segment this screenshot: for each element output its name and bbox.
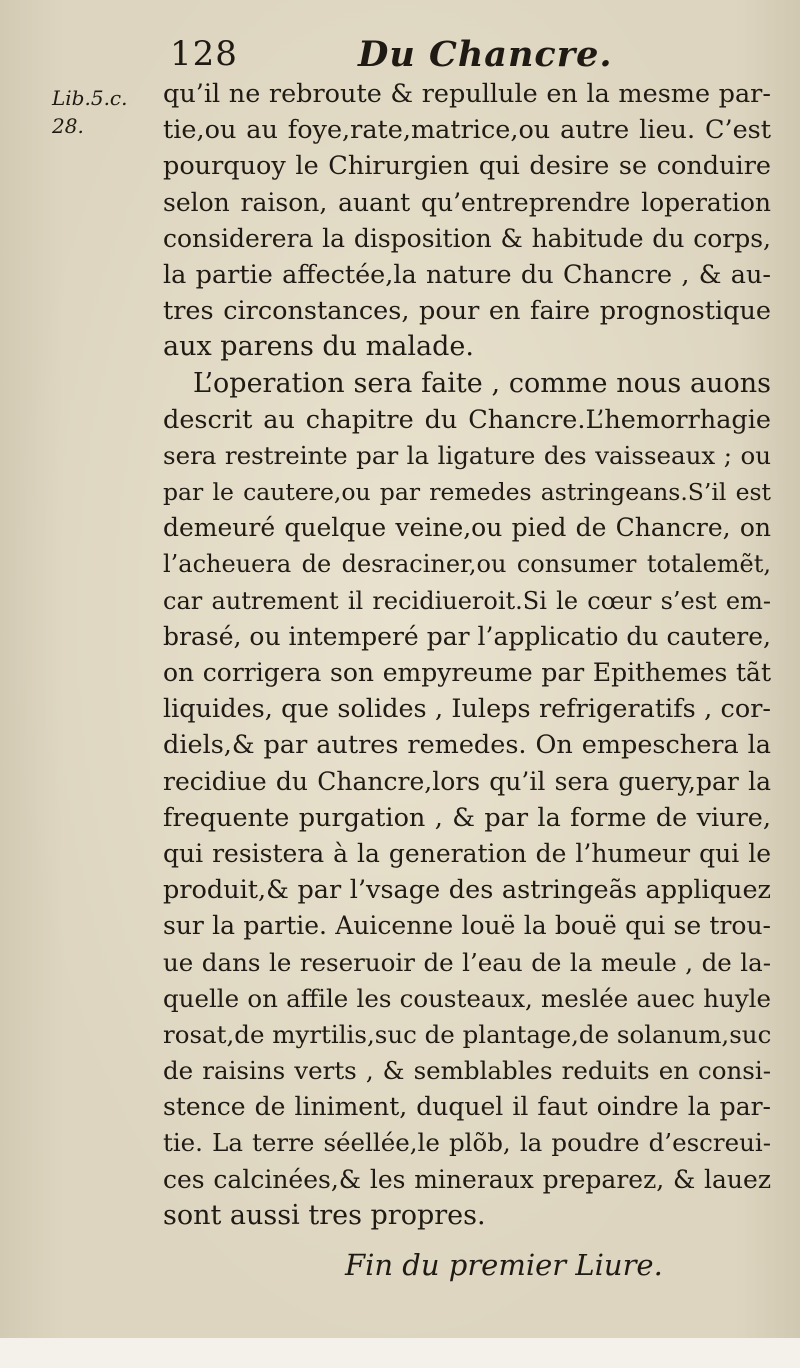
- text-line: car autrement il recidiueroit.Si le cœur s’est em-: [163, 586, 771, 615]
- text-line: quelle on affile les cousteaux, meslée auec huyle: [163, 983, 771, 1013]
- text-line: de raisins verts , & semblables reduits en consi-: [163, 1056, 771, 1086]
- page-title: Du Chancre.: [358, 34, 613, 75]
- text-line: brasé, ou intemperé par l’applicatio du cautere,: [163, 621, 771, 651]
- text-line: pourquoy le Chirurgien qui desire se conduire: [163, 151, 771, 182]
- text-line: sur la partie. Auicenne louë la bouë qui se trou-: [163, 911, 771, 941]
- book-end-colophon: Fin du premier Liure.: [345, 1248, 663, 1282]
- text-line: descrit au chapitre du Chancre.L’hemorrhagie: [163, 404, 771, 435]
- text-line: ue dans le reseruoir de l’eau de la meule , de la-: [163, 947, 771, 977]
- text-line: tie,ou au foye,rate,matrice,ou autre lieu. C’est: [163, 115, 771, 146]
- margin-note-number: 28.: [52, 114, 84, 138]
- text-line: considerera la disposition & habitude du corps,: [163, 223, 771, 253]
- text-line: tres circonstances, pour en faire prognostique: [163, 296, 771, 327]
- page-number: 128: [170, 34, 238, 74]
- text-line: aux parens du malade.: [163, 331, 474, 363]
- text-line: ces calcinées,& les mineraux preparez, & lauez: [163, 1164, 771, 1194]
- text-line: rosat,de myrtilis,suc de plantage,de solanum,suc: [163, 1019, 772, 1049]
- text-line: stence de liniment, duquel il faut oindre la par-: [163, 1092, 771, 1122]
- text-line: sera restreinte par la ligature des vaisseaux ; ou: [163, 440, 771, 470]
- text-line: qu’il ne rebroute & repullule en la mesme par-: [163, 79, 771, 109]
- text-line: frequente purgation , & par la forme de viure,: [163, 802, 771, 833]
- text-line: recidiue du Chancre,lors qu’il sera guery,par la: [163, 766, 771, 796]
- page-bottom-margin: [0, 1338, 800, 1368]
- text-line: demeuré quelque veine,ou pied de Chancre, on: [163, 513, 771, 543]
- text-line: sont aussi tres propres.: [163, 1199, 486, 1231]
- text-line: tie. La terre séellée,le plõb, la poudre d’escreui-: [163, 1128, 771, 1158]
- paragraph-start-line: L’operation sera faite , comme nous auons: [193, 367, 771, 399]
- text-line: l’acheuera de desraciner,ou consumer totalemẽt,: [163, 550, 771, 579]
- text-line: produit,& par l’vsage des astringeãs appliquez: [163, 875, 771, 906]
- text-line: par le cautere,ou par remedes astringeans.S’il est: [163, 478, 771, 507]
- body-text: [163, 76, 771, 1234]
- text-line: la partie affectée,la nature du Chancre , & au-: [163, 259, 771, 290]
- text-line: diels,& par autres remedes. On empeschera la: [163, 730, 771, 761]
- margin-note: [52, 84, 127, 140]
- text-line: liquides, que solides , Iuleps refrigeratifs , cor-: [163, 694, 771, 725]
- text-line: on corrigera son empyreume par Epithemes tãt: [163, 658, 771, 687]
- margin-note-reference: Lib.5.c.: [52, 86, 128, 110]
- text-line: qui resistera à la generation de l’humeur qui le: [163, 838, 771, 868]
- text-line: selon raison, auant qu’entreprendre loperation: [163, 187, 771, 217]
